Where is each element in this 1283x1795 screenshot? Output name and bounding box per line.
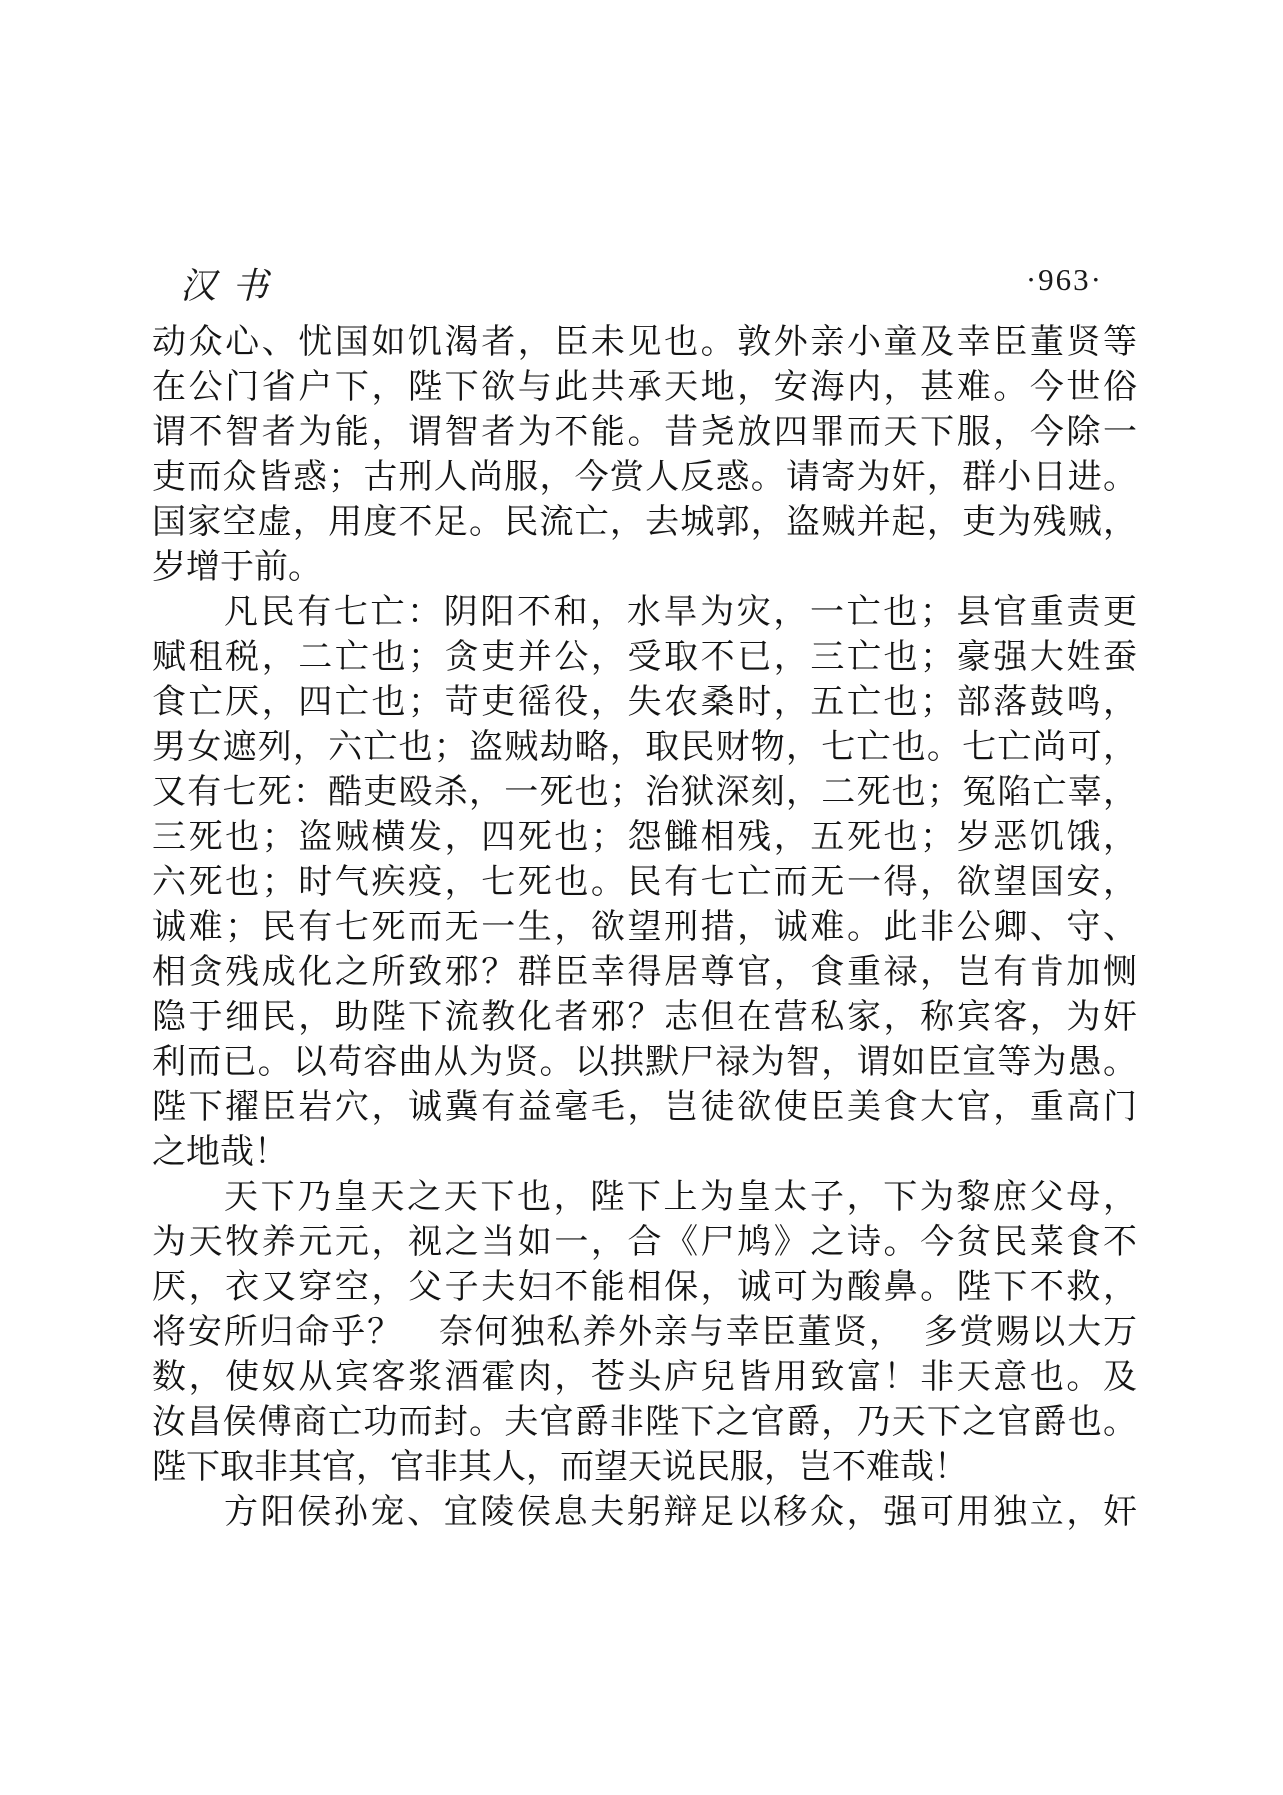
page-body (152, 320, 1137, 1535)
text-line: 方阳侯孙宠、宜陵侯息夫躬辩足以移众，强可用独立，奸 (224, 1494, 1137, 1531)
text-line: 赋租税，二亡也；贪吏并公，受取不已，三亡也；豪强大姓蚕 (152, 639, 1137, 676)
text-line: 男女遮列，六亡也；盗贼劫略，取民财物，七亡也。七亡尚可， (152, 729, 1137, 766)
text-line: 之地哉！ (152, 1134, 288, 1171)
text-line: 数，使奴从宾客浆酒霍肉，苍头庐兒皆用致富！非天意也。及 (152, 1359, 1137, 1396)
text-line: 天下乃皇天之天下也，陛下上为皇太子，下为黎庶父母， (224, 1179, 1137, 1216)
page-number: ·963· (1025, 262, 1103, 297)
text-line: 国家空虚，用度不足。民流亡，去城郭，盗贼并起，吏为残贼， (152, 504, 1137, 541)
text-line: 动众心、忧国如饥渴者，臣未见也。敦外亲小童及幸臣董贤等 (152, 324, 1137, 361)
text-line: 陛下擢臣岩穴，诚冀有益毫毛，岂徒欲使臣美食大官，重高门 (152, 1089, 1137, 1126)
text-line: 谓不智者为能，谓智者为不能。昔尧放四罪而天下服，今除一 (152, 414, 1137, 451)
text-line: 汝昌侯傅商亡功而封。夫官爵非陛下之官爵，乃天下之官爵也。 (152, 1404, 1137, 1441)
text-line: 利而已。以苟容曲从为贤。以拱默尸禄为智，谓如臣宣等为愚。 (152, 1044, 1137, 1081)
text-line: 三死也；盗贼横发，四死也；怨雠相残，五死也；岁恶饥饿， (152, 819, 1137, 856)
book-title: 汉书 (180, 266, 285, 306)
text-line: 凡民有七亡：阴阳不和，水旱为灾，一亡也；县官重责更 (224, 594, 1137, 631)
text-line: 相贪残成化之所致邪？群臣幸得居尊官，食重禄，岂有肯加恻 (152, 954, 1137, 991)
text-line: 为天牧养元元，视之当如一，合《尸鸠》之诗。今贫民菜食不 (152, 1224, 1137, 1261)
text-line: 食亡厌，四亡也；苛吏徭役，失农桑时，五亡也；部落鼓鸣， (152, 684, 1137, 721)
text-line: 陛下取非其官，官非其人，而望天说民服，岂不难哉！ (152, 1449, 968, 1486)
text-line: 六死也；时气疾疫，七死也。民有七亡而无一得，欲望国安， (152, 864, 1137, 901)
text-line: 又有七死：酷吏殴杀，一死也；治狱深刻，二死也；冤陷亡辜， (152, 774, 1137, 811)
text-line: 厌，衣又穿空，父子夫妇不能相保，诚可为酸鼻。陛下不救， (152, 1269, 1137, 1306)
text-line: 岁增于前。 (152, 549, 322, 586)
running-head (152, 258, 1137, 306)
text-line: 诚难；民有七死而无一生，欲望刑措，诚难。此非公卿、守、 (152, 909, 1137, 946)
text-line: 将安所归命乎？ 奈何独私养外亲与幸臣董贤， 多赏赐以大万 (152, 1314, 1137, 1351)
text-line: 在公门省户下，陛下欲与此共承天地，安海内，甚难。今世俗 (152, 369, 1137, 406)
text-line: 吏而众皆惑；古刑人尚服，今赏人反惑。请寄为奸，群小日进。 (152, 459, 1137, 496)
text-line: 隐于细民，助陛下流教化者邪？志但在营私家，称宾客，为奸 (152, 999, 1137, 1036)
